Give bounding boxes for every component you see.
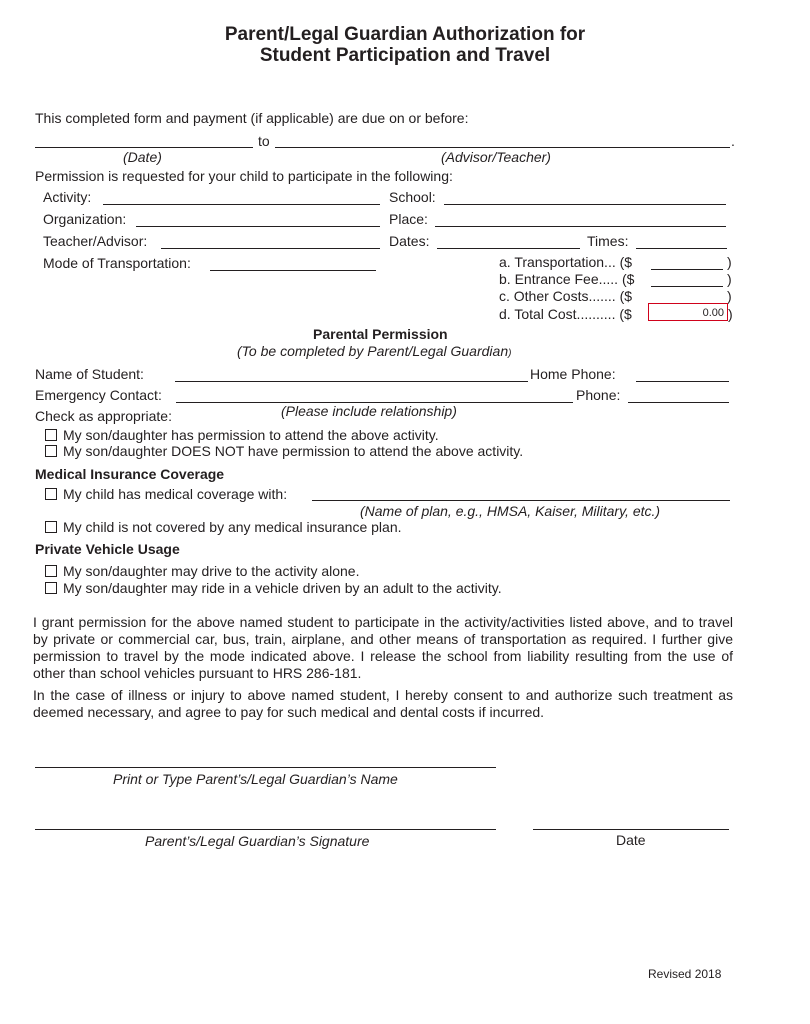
- drive-alone-checkbox[interactable]: [45, 565, 57, 577]
- organization-field[interactable]: [136, 226, 380, 227]
- date-line[interactable]: [533, 829, 729, 830]
- emergency-contact-label: Emergency Contact:: [35, 387, 162, 403]
- student-name-field[interactable]: [175, 381, 528, 382]
- signature-line[interactable]: [35, 829, 496, 830]
- parental-permission-heading: Parental Permission: [313, 326, 448, 342]
- permission-yes-checkbox[interactable]: [45, 429, 57, 441]
- signature-label: Parent’s/Legal Guardian’s Signature: [145, 833, 370, 849]
- place-label: Place:: [389, 211, 428, 227]
- footer-clip: [640, 966, 730, 981]
- place-field[interactable]: [435, 226, 726, 227]
- cost-entrance-close: ): [727, 271, 732, 287]
- home-phone-label: Home Phone:: [530, 366, 616, 382]
- medical-plan-field[interactable]: [312, 500, 730, 501]
- form-title-line1: Parent/Legal Guardian Authorization for: [224, 24, 586, 45]
- total-cost-field[interactable]: 0.00: [648, 303, 728, 321]
- organization-label: Organization:: [43, 211, 127, 227]
- advisor-line[interactable]: [275, 147, 730, 148]
- cost-total-label: d. Total Cost.......... ($: [499, 306, 632, 322]
- medical-heading: Medical Insurance Coverage: [35, 466, 225, 482]
- drive-alone-text: My son/daughter may drive to the activity alone.: [63, 563, 360, 579]
- activity-label: Activity:: [43, 189, 92, 205]
- revised-footer: Revised 2018: [648, 967, 722, 981]
- ride-adult-text: My son/daughter may ride in a vehicle driven by an adult to the activity.: [63, 580, 502, 596]
- times-field[interactable]: [636, 248, 727, 249]
- grant-paragraph: I grant permission for the above named student to participate in the activity/activities listed above, and to travel by private or commercial car, bus, train, airplane, and other means of transportation as required. I further give permission to travel by the mode indicated above. I release the school from liability resulting from the use of other than school vehicles pursuant to HRS 286-181.: [33, 614, 733, 681]
- school-field[interactable]: [444, 204, 726, 205]
- cost-total-close: ): [728, 306, 733, 322]
- dates-field[interactable]: [437, 248, 580, 249]
- medical-not-covered-option[interactable]: [45, 519, 402, 535]
- cost-transportation-field[interactable]: [651, 269, 723, 270]
- illness-paragraph: In the case of illness or injury to above named student, I hereby consent to and authorize such treatment as deemed necessary, and agree to pay for such medical and dental costs if incurred.: [33, 687, 733, 720]
- phone-label: Phone:: [576, 387, 621, 403]
- dates-label: Dates:: [389, 233, 430, 249]
- ride-adult-checkbox[interactable]: [45, 582, 57, 594]
- check-label: Check as appropriate:: [35, 408, 172, 424]
- print-name-label: Print or Type Parent’s/Legal Guardian’s Name: [113, 771, 398, 787]
- permission-yes-text: My son/daughter has permission to attend the above activity.: [63, 427, 439, 443]
- print-name-line[interactable]: [35, 767, 496, 768]
- cost-transportation-close: ): [727, 254, 732, 270]
- cost-entrance-label: b. Entrance Fee..... ($: [499, 271, 635, 287]
- to-label: to: [258, 133, 270, 149]
- permission-no-text: My son/daughter DOES NOT have permission to attend the above activity.: [63, 443, 524, 459]
- medical-coverage-option[interactable]: [45, 486, 287, 502]
- plan-hint: (Name of plan, e.g., HMSA, Kaiser, Military, etc.): [360, 503, 661, 519]
- mode-transport-field[interactable]: [210, 270, 376, 271]
- student-name-label: Name of Student:: [35, 366, 144, 382]
- date-label-signature: Date: [616, 832, 646, 848]
- mode-transport-label: Mode of Transportation:: [43, 255, 191, 271]
- medical-not-covered-checkbox[interactable]: [45, 521, 57, 533]
- vehicle-heading: Private Vehicle Usage: [35, 541, 180, 557]
- cost-other-label: c. Other Costs....... ($: [499, 288, 633, 304]
- advisor-label: (Advisor/Teacher): [441, 149, 551, 165]
- permission-yes-option[interactable]: [45, 427, 439, 443]
- cost-other-close: ): [727, 288, 732, 304]
- teacher-advisor-field[interactable]: [161, 248, 380, 249]
- relationship-hint: (Please include relationship): [281, 403, 457, 419]
- form-title-line2: Student Participation and Travel: [259, 45, 551, 66]
- subheading-close: ): [508, 348, 512, 359]
- cost-transportation-label: a. Transportation... ($: [499, 254, 633, 270]
- medical-coverage-text: My child has medical coverage with:: [63, 486, 288, 502]
- times-label: Times:: [587, 233, 629, 249]
- ride-adult-option[interactable]: [45, 580, 502, 596]
- medical-coverage-checkbox[interactable]: [45, 488, 57, 500]
- permission-no-option[interactable]: [45, 443, 523, 459]
- due-text: This completed form and payment (if applicable) are due on or before:: [35, 110, 469, 126]
- activity-field[interactable]: [103, 204, 380, 205]
- permission-no-checkbox[interactable]: [45, 445, 57, 457]
- phone-field[interactable]: [628, 402, 729, 403]
- cost-entrance-field[interactable]: [651, 286, 723, 287]
- due-date-line[interactable]: [35, 147, 253, 148]
- teacher-advisor-label: Teacher/Advisor:: [43, 233, 148, 249]
- subheading-text: (To be completed by Parent/Legal Guardian: [237, 343, 509, 359]
- parental-permission-subheading: [237, 343, 511, 362]
- school-label: School:: [389, 189, 436, 205]
- date-label: (Date): [123, 149, 162, 165]
- period: .: [731, 133, 735, 149]
- medical-not-covered-text: My child is not covered by any medical insurance plan.: [63, 519, 402, 535]
- permission-text: Permission is requested for your child to participate in the following:: [35, 168, 453, 184]
- drive-alone-option[interactable]: [45, 563, 359, 579]
- home-phone-field[interactable]: [636, 381, 729, 382]
